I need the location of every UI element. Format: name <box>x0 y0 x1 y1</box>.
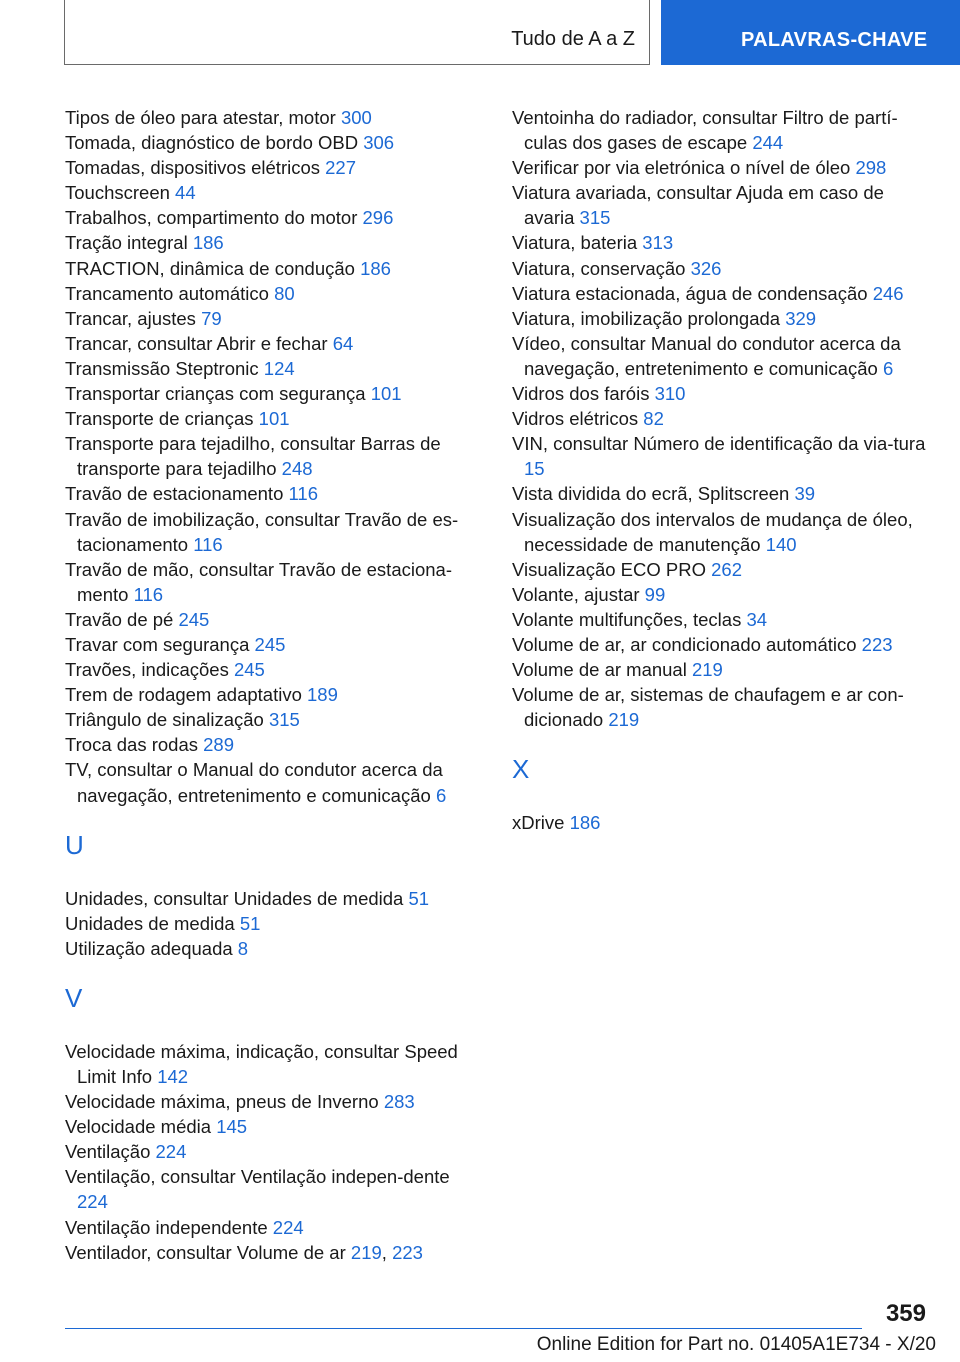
index-entry <box>512 431 932 481</box>
section-title: Tudo de A a Z <box>511 28 635 50</box>
index-entry <box>65 1089 470 1114</box>
index-entry <box>65 205 470 230</box>
index-entry <box>512 331 932 381</box>
index-entry-label: Viatura, imobilização prolongada <box>512 307 781 329</box>
index-entry <box>65 1215 470 1240</box>
page-reference-link[interactable]: 116 <box>133 583 164 605</box>
page-reference-link[interactable]: 329 <box>785 307 817 329</box>
page-reference-link[interactable]: 82 <box>643 408 664 430</box>
page-reference-link[interactable]: 245 <box>254 633 286 655</box>
index-entry <box>512 557 932 582</box>
index-entry-label: Touchscreen <box>65 182 170 204</box>
index-entry-label: Tomada, diagnóstico de bordo OBD <box>65 132 359 154</box>
index-letter-heading: U <box>65 829 84 860</box>
index-entry <box>65 356 470 381</box>
header-section-box <box>64 0 650 65</box>
index-entry <box>65 1039 470 1089</box>
page-reference-link[interactable]: 245 <box>178 608 210 630</box>
page-reference-link[interactable]: 189 <box>307 684 338 706</box>
page-reference-link[interactable]: 298 <box>855 157 887 179</box>
page-reference-link[interactable]: 39 <box>794 483 816 505</box>
index-entry-label: Trem de rodagem adaptativo <box>65 684 302 706</box>
index-entry <box>65 757 470 807</box>
index-entry-label: Ventoinha do radiador, consultar Filtro de partí-culas dos gases de escape <box>512 107 898 154</box>
index-entry-label: Volume de ar manual <box>512 659 687 681</box>
page-reference-link[interactable]: 6 <box>882 357 894 379</box>
index-entry <box>65 911 470 936</box>
page-reference-link[interactable]: 306 <box>363 132 395 154</box>
index-entry <box>512 381 932 406</box>
index-entry <box>65 1164 470 1214</box>
index-entry-label: Viatura, conservação <box>512 257 686 279</box>
index-entry-label: Trancamento automático <box>65 282 269 304</box>
index-column-left <box>65 105 470 1265</box>
index-entry-label: Travão de estacionamento <box>65 483 284 505</box>
index-entry <box>512 481 932 506</box>
page-reference-link[interactable]: 34 <box>746 608 768 630</box>
page-reference-link[interactable]: 246 <box>872 282 904 304</box>
index-letter-heading: X <box>512 754 530 785</box>
index-entry-label: Transmissão Steptronic <box>65 357 259 379</box>
page-reference-link[interactable]: 283 <box>383 1091 415 1113</box>
index-entry-label: Vidros elétricos <box>512 408 639 430</box>
footer-divider <box>65 1328 862 1329</box>
index-entry <box>65 306 470 331</box>
index-entry <box>512 682 932 732</box>
index-entry-label: Ventilador, consultar Volume de ar <box>65 1241 346 1263</box>
index-entry <box>65 331 470 356</box>
index-entry-label: Transportar crianças com segurança <box>65 383 366 405</box>
page-reference-link[interactable]: 223 <box>392 1241 423 1263</box>
index-entry <box>512 507 932 557</box>
index-entry <box>65 886 470 911</box>
page-reference-link[interactable]: 326 <box>690 257 722 279</box>
index-entry-label: Verificar por via eletrónica o nível de óleo <box>512 157 851 179</box>
page-reference-link[interactable]: 224 <box>155 1141 187 1163</box>
page-reference-link[interactable]: 296 <box>362 207 394 229</box>
index-entry-label: Volume de ar, ar condicionado automático <box>512 633 857 655</box>
index-entry: Ventilador, consultar Volume de ar 219, 223 <box>65 1241 423 1263</box>
page-reference-link[interactable]: 262 <box>711 558 743 580</box>
page-reference-link[interactable]: 219 <box>691 659 723 681</box>
index-entry <box>512 632 932 657</box>
index-column-right <box>512 105 932 835</box>
index-entry <box>65 557 470 607</box>
index-entry-label: Utilização adequada <box>65 937 233 959</box>
index-entry <box>512 281 932 306</box>
index-entry <box>65 1139 470 1164</box>
index-entry-label: Ventilação <box>65 1141 151 1163</box>
header-tab-keywords[interactable] <box>661 0 960 65</box>
page-reference-link[interactable]: 140 <box>765 533 797 555</box>
index-entry <box>65 406 470 431</box>
index-entry <box>512 657 932 682</box>
index-entry-label: Unidades de medida <box>65 912 235 934</box>
page-reference-link[interactable]: 64 <box>332 332 354 354</box>
index-entry-label: Travão de imobilização, consultar Travão de es-tacionamento <box>65 508 459 555</box>
index-entry <box>512 105 932 155</box>
index-entry-label: Travão de mão, consultar Travão de estaciona-mento <box>65 558 452 605</box>
page-reference-link[interactable]: 124 <box>263 357 295 379</box>
page-reference-link[interactable]: 101 <box>370 383 402 405</box>
page-reference-link[interactable]: 186 <box>192 232 224 254</box>
index-entry <box>65 936 470 961</box>
page-reference-link[interactable]: 245 <box>233 659 265 681</box>
index-entry-label: Triângulo de sinalização <box>65 709 264 731</box>
index-entry <box>65 281 470 306</box>
page-reference-link[interactable]: 145 <box>216 1116 248 1138</box>
index-entry-label: Velocidade média <box>65 1116 212 1138</box>
page-reference-link[interactable]: 80 <box>274 282 295 304</box>
index-entry <box>65 507 470 557</box>
index-entry <box>65 607 470 632</box>
page-reference-link[interactable]: 224 <box>77 1191 108 1213</box>
page-reference-link[interactable]: 51 <box>239 912 261 934</box>
page-reference-link[interactable]: 186 <box>360 257 391 279</box>
index-entry <box>512 406 932 431</box>
index-entry-label: Viatura estacionada, água de condensação <box>512 282 868 304</box>
index-entry <box>65 130 470 155</box>
page-reference-link[interactable]: 310 <box>654 383 686 405</box>
page-reference-link[interactable]: 116 <box>288 483 319 505</box>
page-reference-link[interactable]: 300 <box>340 107 372 128</box>
page-reference-link[interactable]: 99 <box>644 583 666 605</box>
index-entry-label: Ventilação independente <box>65 1216 268 1238</box>
index-entry-label: Vídeo, consultar Manual do condutor acerca da navegação, entretenimento e comunicação <box>512 332 901 379</box>
index-entry <box>512 180 932 230</box>
index-entry <box>65 431 470 481</box>
index-entry-label: Volante, ajustar <box>512 583 640 605</box>
page-reference-link[interactable]: 289 <box>203 734 235 756</box>
index-entry-label: Unidades, consultar Unidades de medida <box>65 887 404 909</box>
index-entry-label: Travar com segurança <box>65 633 250 655</box>
footer-edition: Online Edition for Part no. 01405A1E734 - X/20 <box>536 1334 936 1355</box>
index-entry-label: xDrive <box>512 812 565 834</box>
index-entry-label: Vidros dos faróis <box>512 383 650 405</box>
index-entry <box>512 306 932 331</box>
index-entry <box>65 105 470 130</box>
page-reference-link[interactable]: 8 <box>237 937 249 959</box>
index-entry <box>65 632 470 657</box>
index-entry <box>512 155 932 180</box>
index-entry-label: Viatura, bateria <box>512 232 638 254</box>
index-entry <box>65 481 470 506</box>
page-reference-link[interactable]: 186 <box>569 812 601 834</box>
index-entry <box>65 180 470 205</box>
index-entry <box>65 657 470 682</box>
index-entry-label: Tomadas, dispositivos elétricos <box>65 157 320 179</box>
index-entry-label: TRACTION, dinâmica de condução <box>65 257 355 279</box>
index-entry <box>65 707 470 732</box>
index-entry-label: Transporte de crianças <box>65 408 254 430</box>
page-reference-link[interactable]: 219 <box>608 709 640 731</box>
index-entry-label: Travões, indicações <box>65 659 229 681</box>
page-reference-link[interactable]: 219 <box>350 1241 382 1263</box>
index-entry-label: Volume de ar, sistemas de chaufagem e ar con-dicionado <box>512 684 904 731</box>
index-entry-label: Velocidade máxima, pneus de Inverno <box>65 1091 379 1113</box>
index-entry <box>65 381 470 406</box>
index-letter-heading: V <box>65 982 83 1013</box>
page-reference-link[interactable]: 101 <box>258 408 290 430</box>
index-entry-label: Tipos de óleo para atestar, motor <box>65 107 336 128</box>
index-entry-label: Troca das rodas <box>65 734 198 756</box>
index-entry <box>65 1114 470 1139</box>
index-entry <box>512 582 932 607</box>
index-entry-label: Velocidade máxima, indicação, consultar Speed Limit Info <box>65 1040 458 1087</box>
page-reference-link[interactable]: 223 <box>861 633 893 655</box>
page-reference-link[interactable]: 116 <box>193 533 223 555</box>
index-entry-label: Vista dividida do ecrã, Splitscreen <box>512 483 790 505</box>
index-entry <box>65 732 470 757</box>
index-entry-label: Trancar, ajustes <box>65 307 196 329</box>
page-reference-link[interactable]: 15 <box>524 458 545 480</box>
page-reference-link[interactable]: 244 <box>752 132 784 154</box>
page-reference-link[interactable]: 79 <box>201 307 222 329</box>
index-entry-label: TV, consultar o Manual do condutor acerca da navegação, entretenimento e comunicação <box>65 759 443 806</box>
index-entry-label: Visualização dos intervalos de mudança de óleo, necessidade de manutenção <box>512 508 913 555</box>
index-entry-label: Travão de pé <box>65 608 174 630</box>
index-entry <box>512 810 932 835</box>
page-reference-link[interactable]: 6 <box>435 784 447 806</box>
index-entry <box>512 607 932 632</box>
page-reference-link[interactable]: 51 <box>408 887 430 909</box>
index-entry-label: Tração integral <box>65 232 188 254</box>
page-number: 359 <box>885 1300 926 1327</box>
page-reference-link[interactable]: 224 <box>272 1216 304 1238</box>
page-reference-link[interactable]: 44 <box>175 182 196 204</box>
page-reference-link[interactable]: 142 <box>157 1066 189 1087</box>
index-entry-label: VIN, consultar Número de identificação da via-tura <box>512 433 926 455</box>
index-entry-label: Visualização ECO PRO <box>512 558 706 580</box>
index-entry-label: Ventilação, consultar Ventilação indepen-dente <box>65 1166 450 1188</box>
page-reference-link[interactable]: 315 <box>268 709 300 731</box>
page-reference-link[interactable]: 315 <box>579 207 611 229</box>
page-reference-link[interactable]: 227 <box>325 157 357 179</box>
index-entry <box>65 256 470 281</box>
index-entry <box>65 155 470 180</box>
index-entry-label: Trabalhos, compartimento do motor <box>65 207 358 229</box>
tab-label: PALAVRAS-CHAVE <box>741 29 928 51</box>
index-entry-label: Trancar, consultar Abrir e fechar <box>65 332 328 354</box>
index-entry-label: Volante multifunções, teclas <box>512 608 742 630</box>
index-entry <box>512 230 932 255</box>
index-entry-label: Transporte para tejadilho, consultar Barras de transporte para tejadilho <box>65 433 441 480</box>
index-entry <box>65 682 470 707</box>
page-reference-link[interactable]: 313 <box>642 232 674 254</box>
index-entry <box>512 256 932 281</box>
page-reference-link[interactable]: 248 <box>281 458 313 480</box>
index-entry <box>65 230 470 255</box>
index-entry-label: Viatura avariada, consultar Ajuda em caso de avaria <box>512 182 884 229</box>
